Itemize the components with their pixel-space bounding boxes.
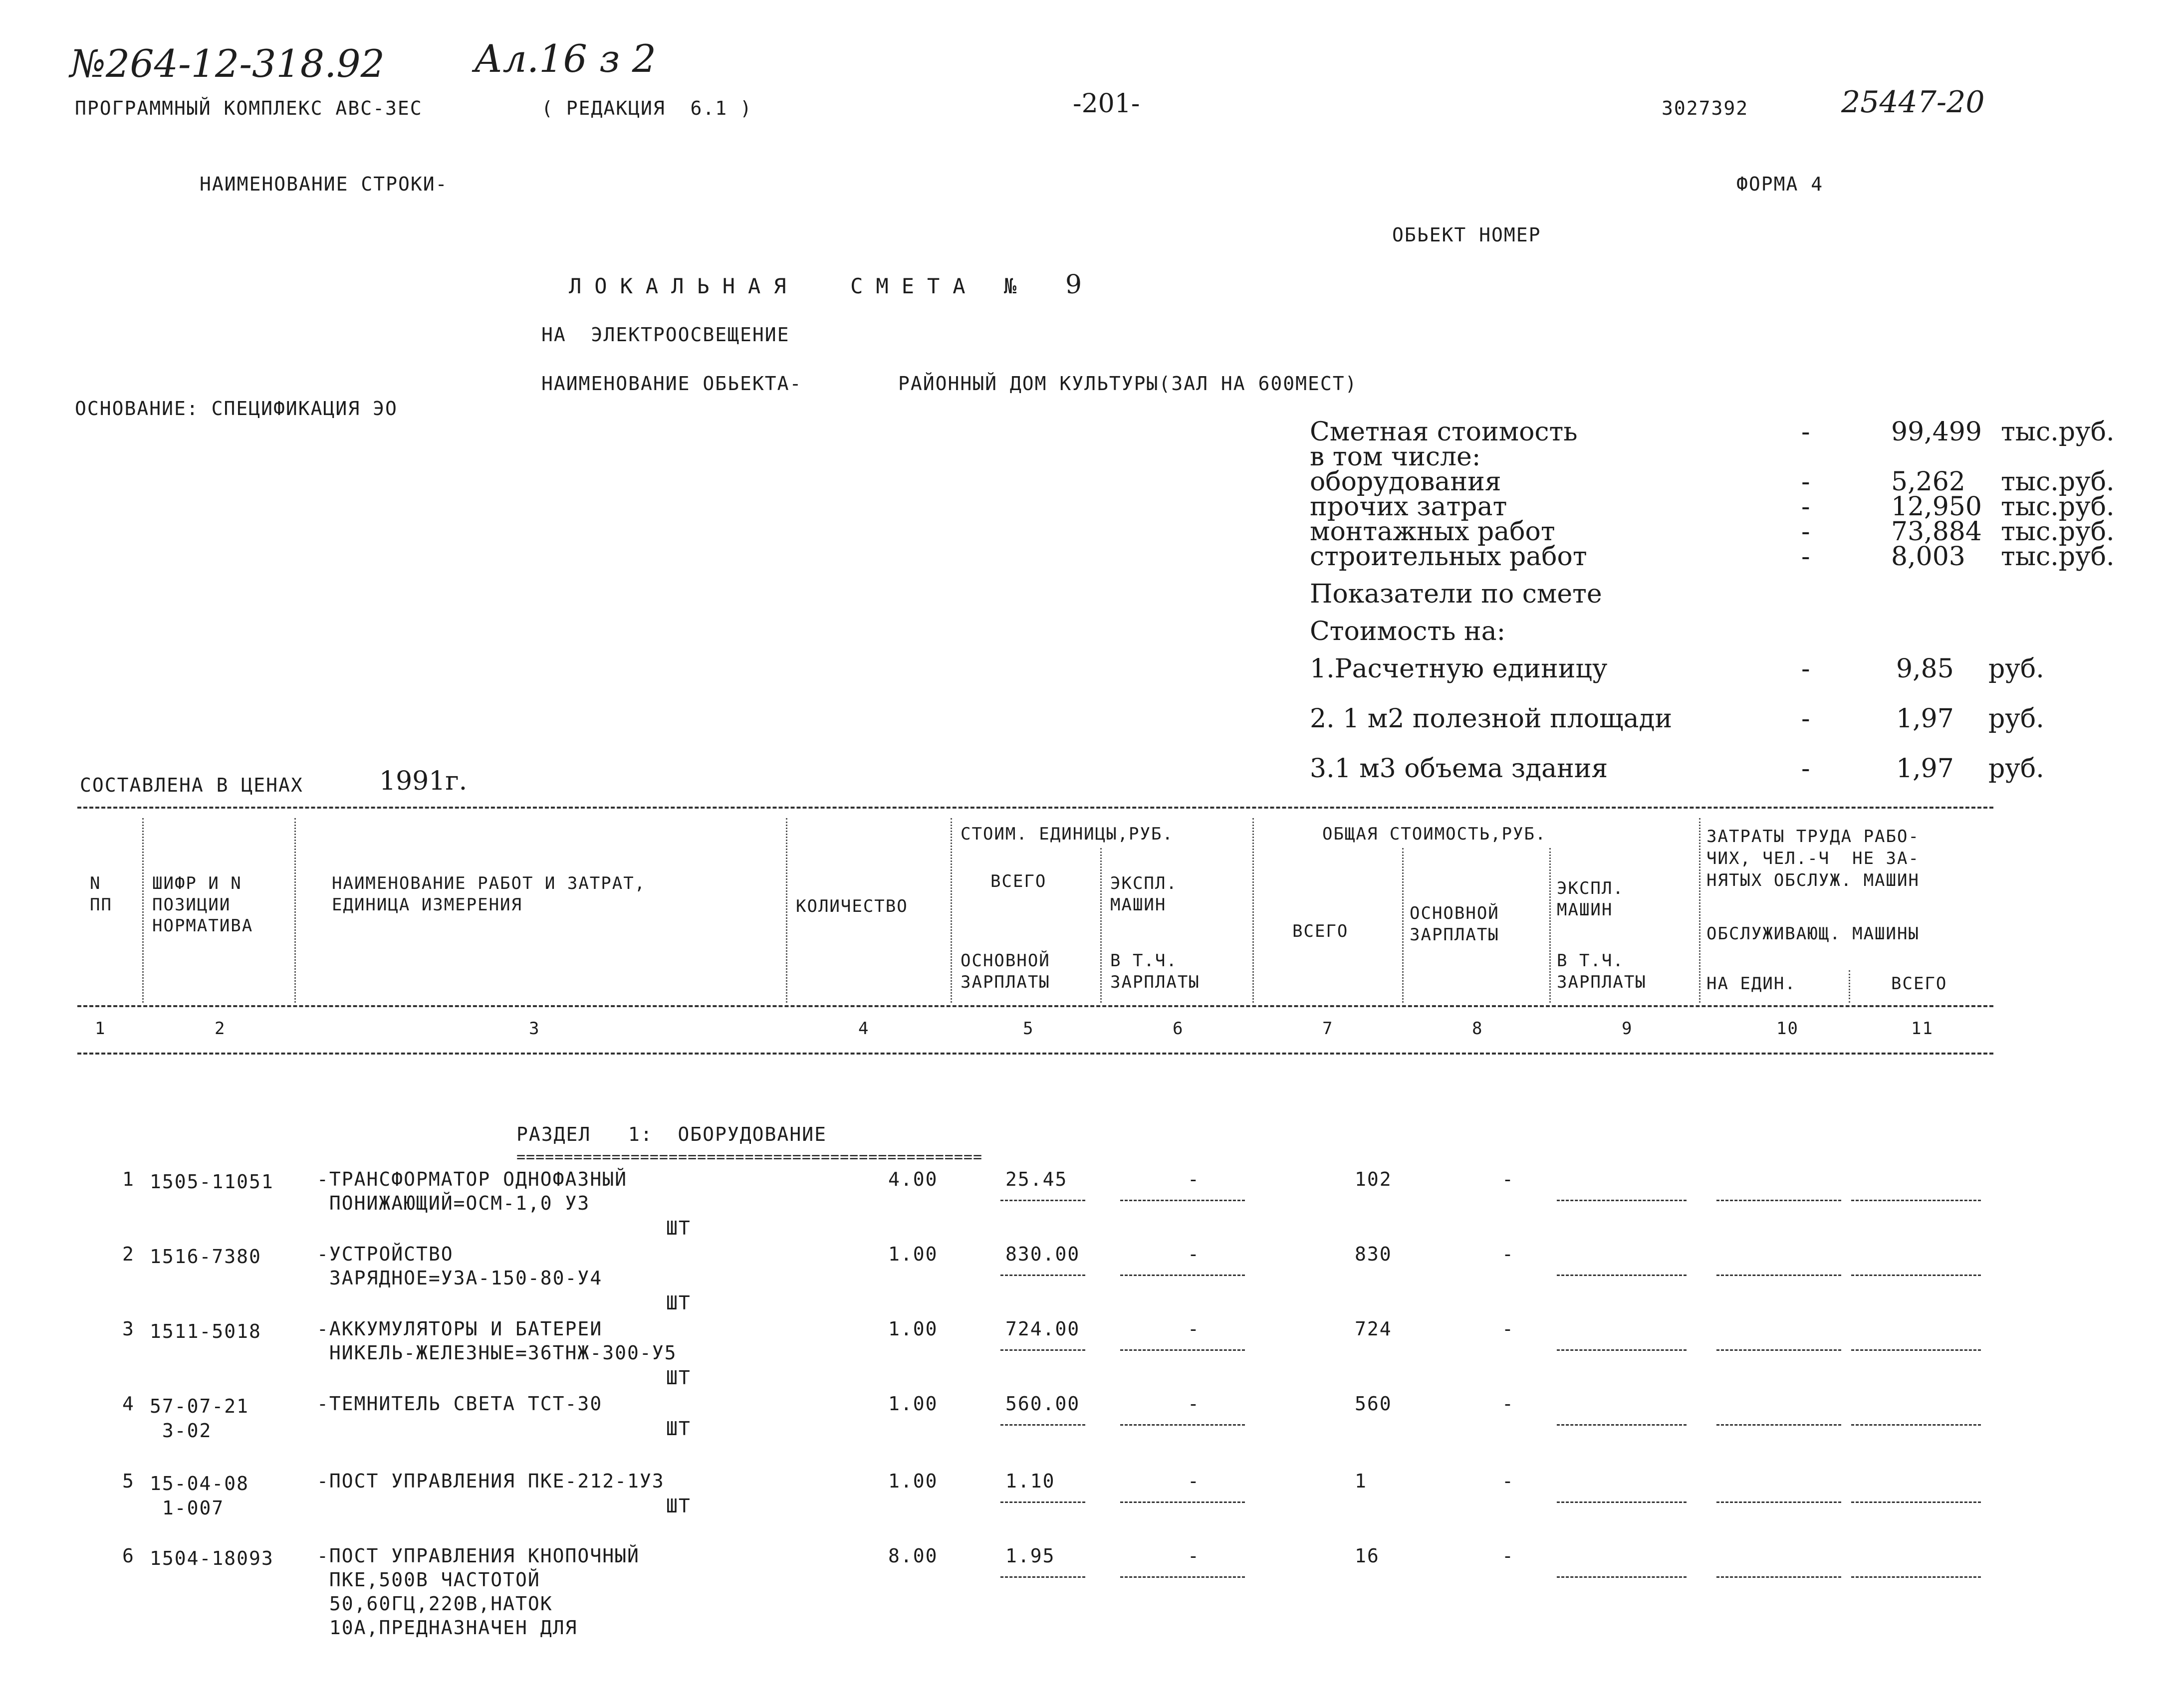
summary-value: 73,884 xyxy=(1891,517,1982,547)
row-unit: ШТ xyxy=(666,1367,691,1389)
empty-cell-line xyxy=(1716,1349,1841,1351)
estimate-number: 9 xyxy=(1065,270,1082,300)
column-number: 6 xyxy=(1173,1019,1184,1039)
program-name: ПРОГРАММНЫЙ КОМПЛЕКС АВС-3ЕС xyxy=(75,97,423,119)
table-top-line xyxy=(77,807,1993,809)
row-wages: - xyxy=(1502,1470,1514,1492)
col-header-uc-machines: ЭКСПЛ. МАШИН xyxy=(1110,873,1178,915)
empty-cell-line xyxy=(1557,1200,1687,1201)
column-number: 5 xyxy=(1023,1019,1034,1039)
row-wages: - xyxy=(1502,1318,1514,1340)
row-name-line: ПКЕ,500В ЧАСТОТОЙ xyxy=(317,1569,540,1591)
row-quantity: 1.00 xyxy=(888,1470,938,1492)
row-name-line: 10А,ПРЕДНАЗНАЧЕН ДЛЯ xyxy=(317,1617,578,1639)
summary-dash: - xyxy=(1801,417,1810,447)
object-label: НАИМЕНОВАНИЕ ОБЬЕКТА- xyxy=(541,373,802,395)
empty-cell-line xyxy=(1000,1501,1085,1503)
row-machines: - xyxy=(1188,1545,1200,1567)
empty-cell-line xyxy=(1557,1576,1687,1578)
unit-cost-value: 1,97 xyxy=(1896,704,1954,734)
summary-unit: тыс.руб. xyxy=(2001,517,2115,547)
row-total: 830 xyxy=(1355,1243,1392,1265)
col-header-n: N ПП xyxy=(90,873,112,915)
row-quantity: 1.00 xyxy=(888,1243,938,1265)
estimate-subtitle: НА ЭЛЕКТРООСВЕЩЕНИЕ xyxy=(541,324,790,346)
empty-cell-line xyxy=(1851,1349,1981,1351)
basis: ОСНОВАНИЕ: СПЕЦИФИКАЦИЯ ЭО xyxy=(75,398,398,420)
empty-cell-line xyxy=(1120,1275,1245,1276)
col-header-qty: КОЛИЧЕСТВО xyxy=(796,896,908,916)
row-unit-price: 560.00 xyxy=(1005,1393,1080,1415)
col-header-code: ШИФР И N ПОЗИЦИИ НОРМАТИВА xyxy=(152,873,253,936)
empty-cell-line xyxy=(1557,1424,1687,1426)
prices-year: 1991г. xyxy=(379,766,468,796)
row-quantity: 4.00 xyxy=(888,1168,938,1190)
handwritten-sheets: Ал.16 з 2 xyxy=(474,36,656,81)
summary-value: 12,950 xyxy=(1891,492,1982,522)
col-header-tc-incl: В Т.Ч. ЗАРПЛАТЫ xyxy=(1557,951,1647,992)
table-header-line xyxy=(77,1005,1993,1007)
empty-cell-line xyxy=(1000,1275,1085,1276)
row-code: 1516-7380 xyxy=(150,1246,261,1268)
col-divider xyxy=(1549,848,1551,1003)
col-header-uc-wages: ОСНОВНОЙ ЗАРПЛАТЫ xyxy=(961,951,1050,992)
unit-cost-label: 3.1 м3 объема здания xyxy=(1310,754,1608,784)
column-number: 4 xyxy=(858,1019,870,1039)
row-quantity: 1.00 xyxy=(888,1318,938,1340)
row-number: 2 xyxy=(122,1243,135,1265)
summary-label: монтажных работ xyxy=(1310,517,1555,547)
summary-unit: тыс.руб. xyxy=(2001,467,2115,497)
row-code: 1505-11051 xyxy=(150,1171,274,1193)
row-name-line: -ПОСТ УПРАВЛЕНИЯ КНОПОЧНЫЙ xyxy=(317,1545,640,1567)
row-total: 560 xyxy=(1355,1393,1392,1415)
col-header-uc-incl: В Т.Ч. ЗАРПЛАТЫ xyxy=(1110,951,1200,992)
row-unit-price: 1.95 xyxy=(1005,1545,1055,1567)
unit-cost-unit: руб. xyxy=(1988,704,2044,734)
empty-cell-line xyxy=(1851,1424,1981,1426)
estimate-title: ЛОКАЛЬНАЯ СМЕТА № xyxy=(569,274,1030,298)
unit-cost-label: 2. 1 м2 полезной площади xyxy=(1310,704,1673,734)
column-number: 10 xyxy=(1776,1019,1799,1039)
row-machines: - xyxy=(1188,1318,1200,1340)
row-quantity: 8.00 xyxy=(888,1545,938,1567)
col-header-tc-machines: ЭКСПЛ. МАШИН xyxy=(1557,878,1624,920)
empty-cell-line xyxy=(1851,1200,1981,1201)
col-divider xyxy=(1699,818,1700,1003)
col-header-name: НАИМЕНОВАНИЕ РАБОТ И ЗАТРАТ, ЕДИНИЦА ИЗМЕРЕНИЯ xyxy=(332,873,646,915)
object-number-label: ОБЬЕКТ НОМЕР xyxy=(1392,224,1541,246)
col-header-labor-total: ВСЕГО xyxy=(1891,974,1947,994)
summary-dash: - xyxy=(1801,492,1810,522)
unit-cost-value: 9,85 xyxy=(1896,654,1954,684)
row-name-line: -АККУМУЛЯТОРЫ И БАТЕРЕИ xyxy=(317,1318,603,1340)
empty-cell-line xyxy=(1851,1501,1981,1503)
col-header-labor: ЗАТРАТЫ ТРУДА РАБО- ЧИХ, ЧЕЛ.-Ч НЕ ЗА- НЯТЫХ ОБСЛУЖ. МАШИН xyxy=(1706,827,1920,891)
object-name: РАЙОННЫЙ ДОМ КУЛЬТУРЫ(ЗАЛ НА 600МЕСТ) xyxy=(898,373,1358,395)
section-underline: ================================================= xyxy=(516,1148,983,1166)
summary-label: оборудования xyxy=(1310,467,1501,497)
row-name-line: -ПОСТ УПРАВЛЕНИЯ ПКЕ-212-1У3 xyxy=(317,1470,665,1492)
row-machines: - xyxy=(1188,1168,1200,1190)
row-number: 4 xyxy=(122,1393,135,1415)
empty-cell-line xyxy=(1557,1275,1687,1276)
row-total: 1 xyxy=(1355,1470,1367,1492)
empty-cell-line xyxy=(1000,1200,1085,1201)
row-total: 102 xyxy=(1355,1168,1392,1190)
summary-value: 5,262 xyxy=(1891,467,1965,497)
row-name-line: -УСТРОЙСТВО xyxy=(317,1243,454,1265)
empty-cell-line xyxy=(1120,1200,1245,1201)
row-number: 5 xyxy=(122,1470,135,1492)
row-name-line: 50,60ГЦ,220В,НАТОК xyxy=(317,1593,553,1615)
program-edition: ( РЕДАКЦИЯ 6.1 ) xyxy=(541,97,752,119)
empty-cell-line xyxy=(1000,1424,1085,1426)
cost-on-label: Стоимость на: xyxy=(1310,617,1506,646)
column-number: 7 xyxy=(1322,1019,1334,1039)
col-divider xyxy=(786,818,787,1003)
unit-cost-dash: - xyxy=(1801,704,1810,734)
col-header-unit-cost: СТОИМ. ЕДИНИЦЫ,РУБ. xyxy=(961,824,1174,844)
summary-label: строительных работ xyxy=(1310,542,1587,572)
empty-cell-line xyxy=(1851,1275,1981,1276)
col-divider xyxy=(294,818,296,1003)
row-unit-price: 1.10 xyxy=(1005,1470,1055,1492)
row-number: 6 xyxy=(122,1545,135,1567)
col-header-labor-machines: ОБСЛУЖИВАЮЩ. МАШИНЫ xyxy=(1706,924,1920,944)
row-code: 57-07-21 3-02 xyxy=(150,1395,249,1442)
empty-cell-line xyxy=(1851,1576,1981,1578)
empty-cell-line xyxy=(1716,1576,1841,1578)
row-unit: ШТ xyxy=(666,1292,691,1314)
summary-dash: - xyxy=(1801,542,1810,572)
column-number: 8 xyxy=(1472,1019,1483,1039)
row-wages: - xyxy=(1502,1393,1514,1415)
row-total: 16 xyxy=(1355,1545,1380,1567)
handwritten-doc-number: №264-12-318.92 xyxy=(70,41,385,86)
column-number: 9 xyxy=(1622,1019,1633,1039)
row-machines: - xyxy=(1188,1470,1200,1492)
col-header-uc-total: ВСЕГО xyxy=(990,871,1047,891)
row-unit-price: 830.00 xyxy=(1005,1243,1080,1265)
summary-dash: - xyxy=(1801,467,1810,497)
summary-label: в том числе: xyxy=(1310,442,1481,472)
indicators-label: Показатели по смете xyxy=(1310,579,1602,609)
col-divider xyxy=(1402,848,1404,1003)
column-number: 11 xyxy=(1911,1019,1934,1039)
row-number: 1 xyxy=(122,1168,135,1190)
form-number: ФОРМА 4 xyxy=(1736,173,1824,195)
empty-cell-line xyxy=(1000,1576,1085,1578)
table-number-line xyxy=(77,1053,1993,1055)
empty-cell-line xyxy=(1716,1501,1841,1503)
summary-label: Сметная стоимость xyxy=(1310,417,1578,447)
page-number: -201- xyxy=(1073,89,1140,119)
col-header-per-unit: НА ЕДИН. xyxy=(1706,974,1796,994)
col-header-tc-wages: ОСНОВНОЙ ЗАРПЛАТЫ xyxy=(1410,903,1499,945)
column-number: 2 xyxy=(215,1019,226,1039)
empty-cell-line xyxy=(1120,1576,1245,1578)
row-machines: - xyxy=(1188,1243,1200,1265)
row-unit-price: 724.00 xyxy=(1005,1318,1080,1340)
unit-cost-value: 1,97 xyxy=(1896,754,1954,784)
row-total: 724 xyxy=(1355,1318,1392,1340)
col-divider xyxy=(1849,970,1850,1003)
row-name-line: -ТЕМНИТЕЛЬ СВЕТА ТСТ-30 xyxy=(317,1393,603,1415)
col-header-tc-total: ВСЕГО xyxy=(1292,921,1349,941)
summary-label: прочих затрат xyxy=(1310,492,1507,522)
section-title: РАЗДЕЛ 1: ОБОРУДОВАНИЕ xyxy=(516,1123,827,1145)
empty-cell-line xyxy=(1000,1349,1085,1351)
row-wages: - xyxy=(1502,1168,1514,1190)
empty-cell-line xyxy=(1120,1424,1245,1426)
col-divider xyxy=(1100,848,1102,1003)
document-code: 3027392 xyxy=(1662,97,1749,119)
row-code: 15-04-08 1-007 xyxy=(150,1473,249,1519)
unit-cost-unit: руб. xyxy=(1988,654,2044,684)
empty-cell-line xyxy=(1120,1349,1245,1351)
row-unit-price: 25.45 xyxy=(1005,1168,1068,1190)
summary-value: 99,499 xyxy=(1891,417,1982,447)
col-header-total-cost: ОБЩАЯ СТОИМОСТЬ,РУБ. xyxy=(1322,824,1547,844)
handwritten-code: 25447-20 xyxy=(1841,85,1985,120)
prices-label: СОСТАВЛЕНА В ЦЕНАХ xyxy=(80,774,303,796)
empty-cell-line xyxy=(1716,1275,1841,1276)
row-number: 3 xyxy=(122,1318,135,1340)
row-unit: ШТ xyxy=(666,1418,691,1440)
empty-cell-line xyxy=(1716,1424,1841,1426)
summary-unit: тыс.руб. xyxy=(2001,542,2115,572)
unit-cost-label: 1.Расчетную единицу xyxy=(1310,654,1608,684)
row-machines: - xyxy=(1188,1393,1200,1415)
summary-value: 8,003 xyxy=(1891,542,1965,572)
row-unit: ШТ xyxy=(666,1495,691,1517)
line-name-label: НАИМЕНОВАНИЕ СТРОКИ- xyxy=(200,173,448,195)
row-unit: ШТ xyxy=(666,1217,691,1239)
unit-cost-unit: руб. xyxy=(1988,754,2044,784)
col-divider xyxy=(142,818,144,1003)
column-number: 3 xyxy=(529,1019,540,1039)
summary-unit: тыс.руб. xyxy=(2001,492,2115,522)
row-wages: - xyxy=(1502,1545,1514,1567)
unit-cost-dash: - xyxy=(1801,654,1810,684)
row-name-line: ПОНИЖАЮЩИЙ=ОСМ-1,0 У3 xyxy=(317,1192,590,1214)
row-code: 1504-18093 xyxy=(150,1547,274,1569)
empty-cell-line xyxy=(1120,1501,1245,1503)
summary-unit: тыс.руб. xyxy=(2001,417,2115,447)
row-quantity: 1.00 xyxy=(888,1393,938,1415)
empty-cell-line xyxy=(1716,1200,1841,1201)
summary-dash: - xyxy=(1801,517,1810,547)
col-divider xyxy=(951,818,952,1003)
col-divider xyxy=(1252,818,1254,1003)
row-wages: - xyxy=(1502,1243,1514,1265)
column-number: 1 xyxy=(95,1019,106,1039)
empty-cell-line xyxy=(1557,1501,1687,1503)
unit-cost-dash: - xyxy=(1801,754,1810,784)
empty-cell-line xyxy=(1557,1349,1687,1351)
row-name-line: -ТРАНСФОРМАТОР ОДНОФАЗНЫЙ xyxy=(317,1168,627,1190)
row-code: 1511-5018 xyxy=(150,1320,261,1342)
row-name-line: НИКЕЛЬ-ЖЕЛЕЗНЫЕ=36ТНЖ-300-У5 xyxy=(317,1342,677,1364)
row-name-line: ЗАРЯДНОЕ=УЗА-150-80-У4 xyxy=(317,1267,603,1289)
